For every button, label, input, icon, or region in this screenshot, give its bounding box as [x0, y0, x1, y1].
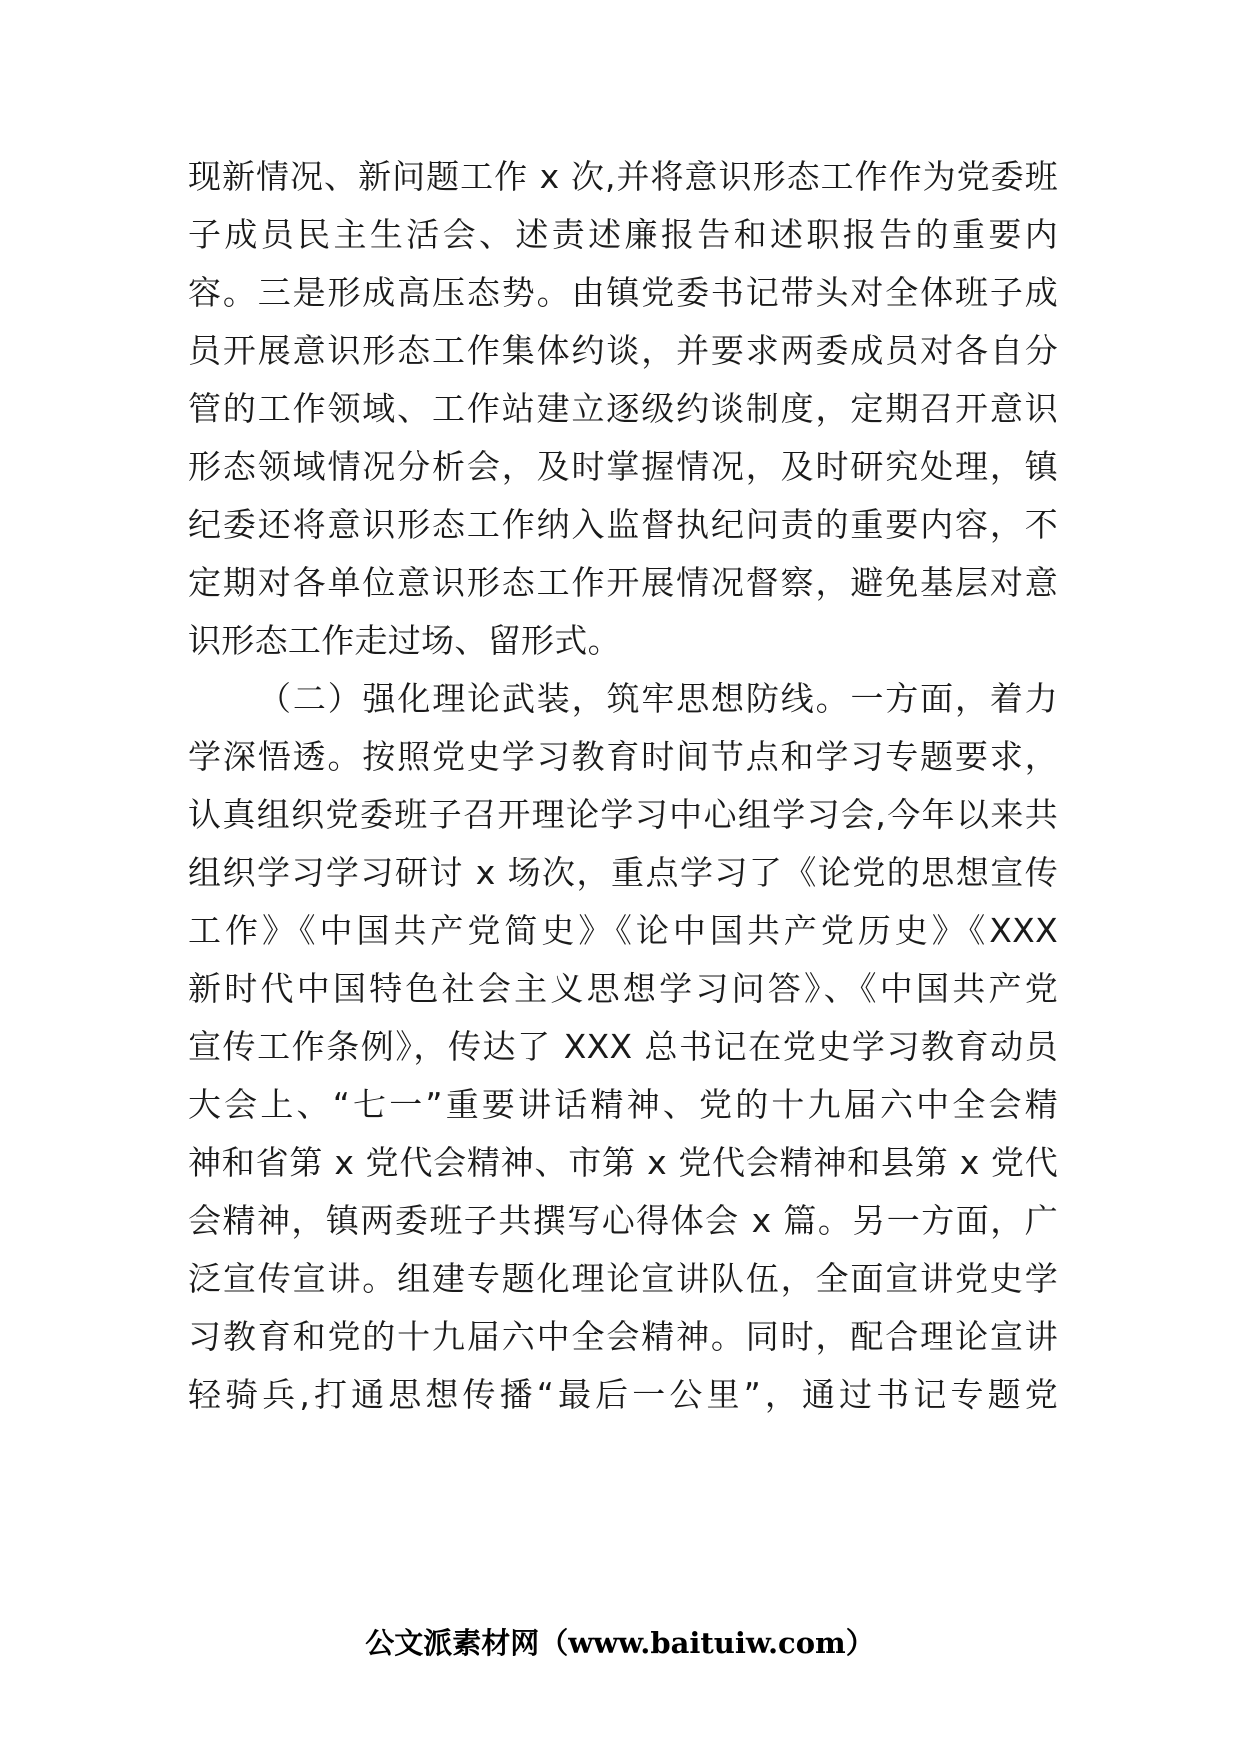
text-line: 管的工作领域、工作站建立逐级约谈制度，定期召开意识 [188, 389, 1058, 428]
text-line: 纪委还将意识形态工作纳入监督执纪问责的重要内容，不 [188, 505, 1058, 544]
section-heading-line: （二）强化理论武装，筑牢思想防线。一方面，着力 [258, 679, 1058, 718]
text-line: 组织学习学习研讨 x 场次，重点学习了《论党的思想宣传 [188, 853, 1058, 892]
text-line: 形态领域情况分析会，及时掌握情况，及时研究处理，镇 [188, 447, 1058, 486]
text-line: 习教育和党的十九届六中全会精神。同时，配合理论宣讲 [188, 1317, 1058, 1356]
text-line: 泛宣传宣讲。组建专题化理论宣讲队伍，全面宣讲党史学 [188, 1259, 1058, 1298]
text-line: 会精神，镇两委班子共撰写心得体会 x 篇。另一方面，广 [188, 1201, 1058, 1240]
text-line: 容。三是形成高压态势。由镇党委书记带头对全体班子成 [188, 273, 1058, 312]
text-line: 认真组织党委班子召开理论学习中心组学习会,今年以来共 [188, 795, 1058, 834]
text-line: 宣传工作条例》，传达了 XXX 总书记在党史学习教育动员 [188, 1027, 1058, 1066]
text-line: 轻骑兵,打通思想传播“最后一公里”，通过书记专题党 [188, 1375, 1058, 1414]
footer-watermark: 公文派素材网（www.baituiw.com） [365, 1626, 875, 1660]
text-line: 大会上、“七一”重要讲话精神、党的十九届六中全会精 [188, 1085, 1058, 1124]
text-line: 现新情况、新问题工作 x 次,并将意识形态工作作为党委班 [188, 157, 1058, 196]
text-line: 学深悟透。按照党史学习教育时间节点和学习专题要求， [188, 737, 1058, 776]
paragraph-last-line: 识形态工作走过场、留形式。 [188, 621, 621, 660]
text-line: 员开展意识形态工作集体约谈，并要求两委成员对各自分 [188, 331, 1058, 370]
text-line: 子成员民主生活会、述责述廉报告和述职报告的重要内 [188, 215, 1058, 254]
text-line: 神和省第 x 党代会精神、市第 x 党代会精神和县第 x 党代 [188, 1143, 1058, 1182]
text-line: 定期对各单位意识形态工作开展情况督察，避免基层对意 [188, 563, 1058, 602]
text-line: 工作》《中国共产党简史》《论中国共产党历史》《XXX [188, 911, 1058, 950]
text-line: 新时代中国特色社会主义思想学习问答》、《中国共产党 [188, 969, 1058, 1008]
